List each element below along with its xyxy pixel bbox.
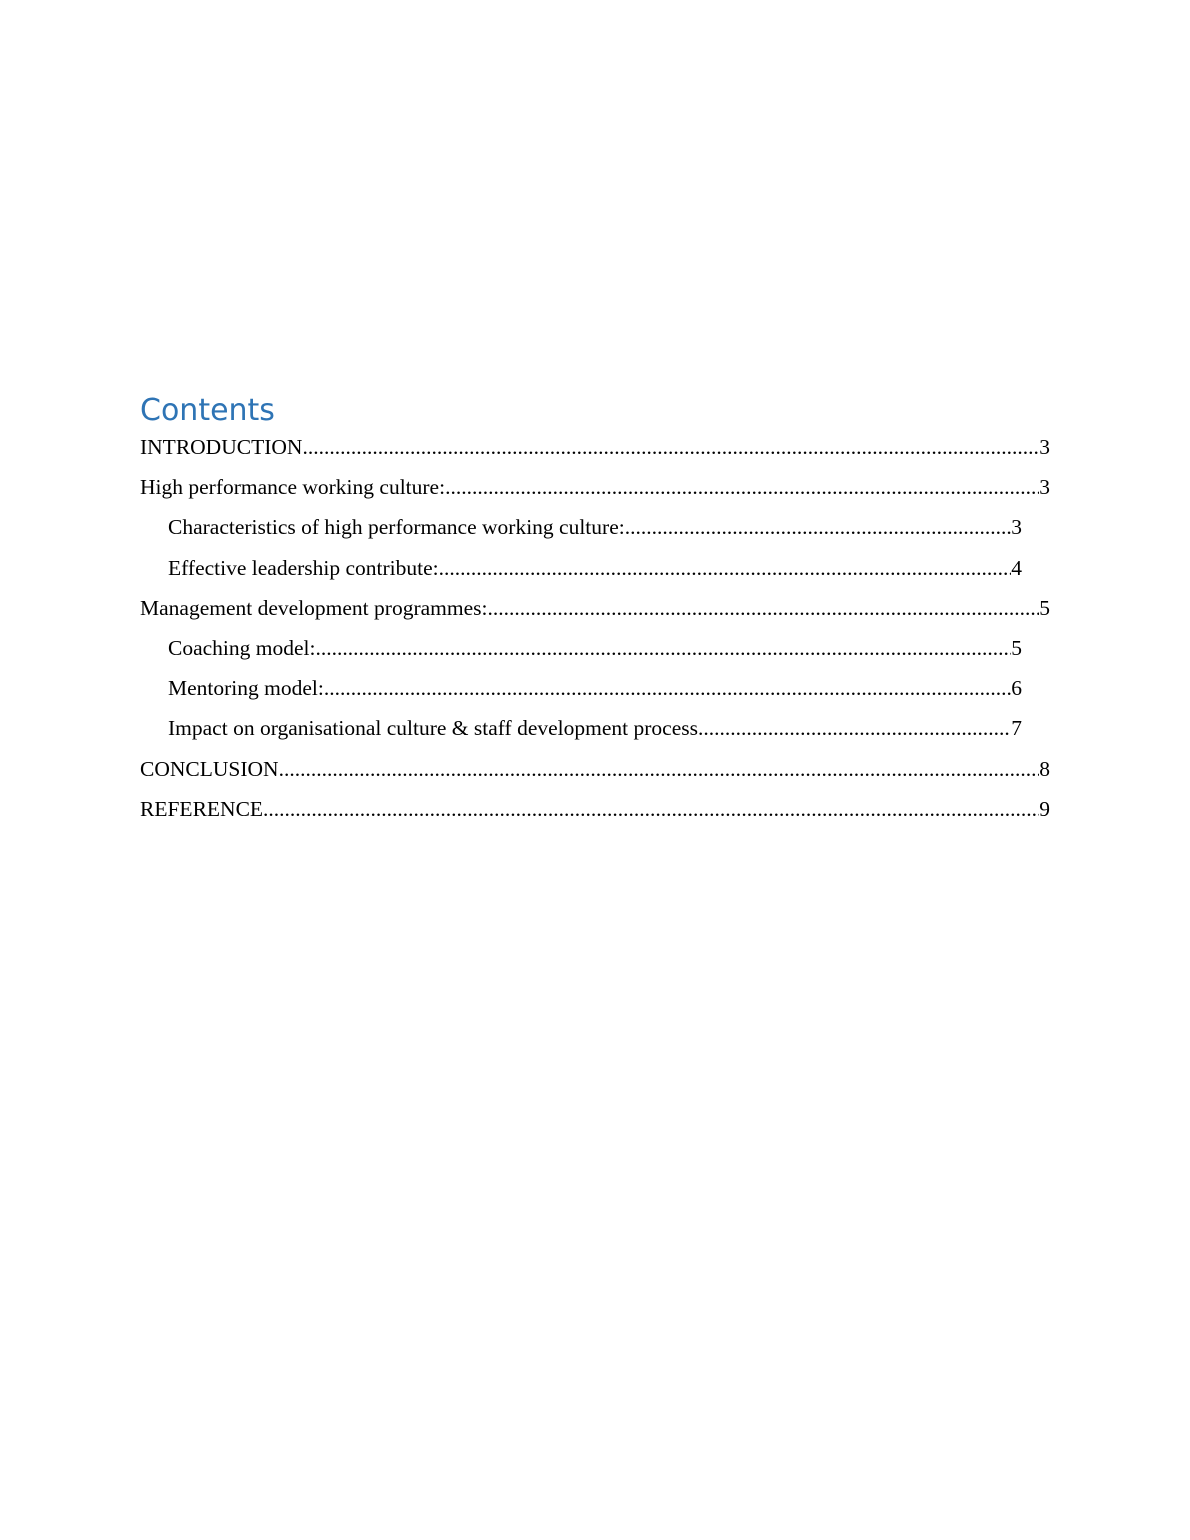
toc-entry-effective-leadership[interactable] xyxy=(168,555,1022,595)
toc-entry-characteristics[interactable] xyxy=(168,514,1022,554)
toc-entry-mentoring-model[interactable] xyxy=(168,675,1022,715)
toc-entry-label: Characteristics of high performance working culture: xyxy=(168,515,625,540)
toc-dot-leader xyxy=(445,474,1039,500)
toc-page-number: 9 xyxy=(1039,796,1050,821)
toc-dot-leader xyxy=(263,796,1039,822)
toc-dot-leader xyxy=(698,715,1011,741)
toc-title: Contents xyxy=(140,393,275,428)
toc-page-number: 3 xyxy=(1011,515,1022,540)
toc-dot-leader xyxy=(439,555,1012,581)
toc-page-number: 3 xyxy=(1039,435,1050,459)
toc-entry-label: Effective leadership contribute: xyxy=(168,555,439,580)
toc-entry-label: CONCLUSION xyxy=(140,756,279,781)
toc-entry-reference[interactable] xyxy=(140,796,1050,836)
toc-page-number: 8 xyxy=(1039,756,1050,781)
toc-dot-leader xyxy=(279,756,1040,782)
toc-entry-conclusion[interactable] xyxy=(140,756,1050,796)
toc-page-number: 5 xyxy=(1011,635,1022,660)
toc-page-number: 4 xyxy=(1011,555,1022,580)
toc-list xyxy=(140,434,1050,836)
toc-entry-label: Mentoring model: xyxy=(168,676,324,701)
toc-entry-introduction[interactable] xyxy=(140,434,1050,474)
toc-entry-impact-on-culture[interactable] xyxy=(168,715,1022,755)
toc-page-number: 6 xyxy=(1011,676,1022,701)
toc-entry-coaching-model[interactable] xyxy=(168,635,1022,675)
toc-entry-label: Management development programmes: xyxy=(140,595,488,620)
toc-page-number: 3 xyxy=(1039,475,1050,500)
toc-page-number: 7 xyxy=(1011,716,1022,741)
toc-entry-management-development[interactable] xyxy=(140,595,1050,635)
toc-entry-label: Coaching model: xyxy=(168,635,316,660)
toc-entry-label: High performance working culture: xyxy=(140,475,446,500)
toc-dot-leader xyxy=(316,635,1012,661)
toc-dot-leader xyxy=(302,434,1039,460)
toc-dot-leader xyxy=(487,595,1039,621)
toc-page-number: 5 xyxy=(1039,595,1050,620)
toc-dot-leader xyxy=(324,675,1011,701)
table-of-contents xyxy=(140,388,1050,836)
toc-dot-leader xyxy=(625,514,1012,540)
toc-entry-high-performance-working-culture[interactable] xyxy=(140,474,1050,514)
toc-entry-label: INTRODUCTION xyxy=(140,435,303,459)
toc-entry-label: Impact on organisational culture & staff development process xyxy=(168,716,698,741)
toc-entry-label: REFERENCE xyxy=(140,796,264,821)
